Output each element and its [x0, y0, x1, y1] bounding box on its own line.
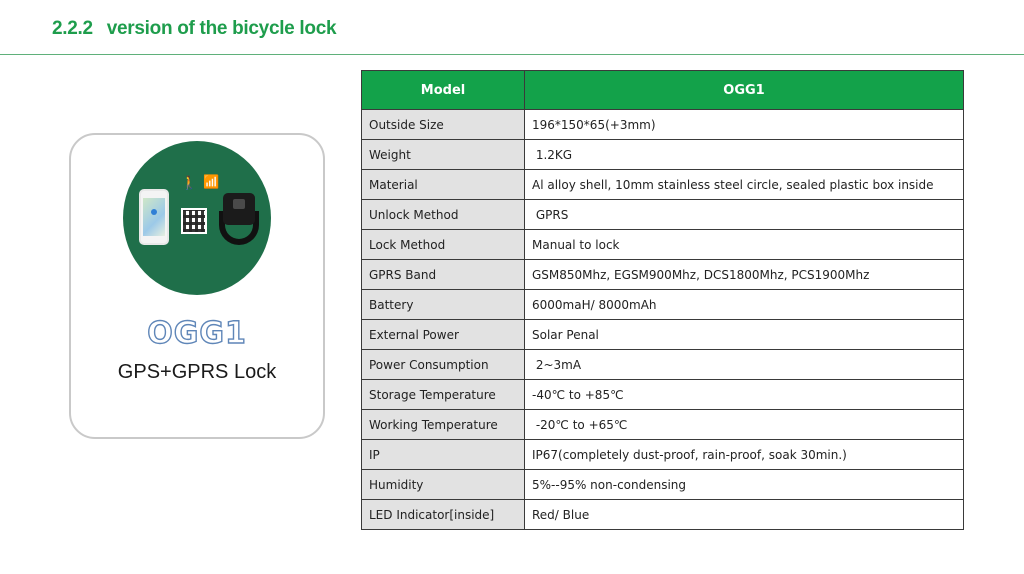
spec-label: LED Indicator[inside] — [362, 500, 525, 530]
table-row — [362, 320, 964, 350]
spec-label: Unlock Method — [362, 200, 525, 230]
spec-value: 5%--95% non-condensing — [525, 470, 964, 500]
title-divider — [0, 54, 1024, 55]
spec-label: Working Temperature — [362, 410, 525, 440]
spec-table-header-row — [362, 71, 964, 110]
product-image-circle — [123, 141, 271, 295]
header-model: Model — [362, 71, 525, 110]
phone-map-icon — [139, 189, 169, 245]
table-row — [362, 170, 964, 200]
spec-table — [361, 70, 964, 530]
spec-label: Humidity — [362, 470, 525, 500]
spec-value: Red/ Blue — [525, 500, 964, 530]
spec-label: Lock Method — [362, 230, 525, 260]
table-row — [362, 500, 964, 530]
section-number: 2.2.2 — [52, 18, 93, 39]
qr-code-icon — [181, 208, 207, 234]
spec-value: Solar Penal — [525, 320, 964, 350]
header-model-value: OGG1 — [525, 71, 964, 110]
spec-table-body — [362, 110, 964, 530]
product-model-name: OGG1 — [147, 316, 247, 351]
spec-value: Al alloy shell, 10mm stainless steel circle, sealed plastic box inside — [525, 170, 964, 200]
spec-label: IP — [362, 440, 525, 470]
table-row — [362, 440, 964, 470]
spec-value: GPRS — [525, 200, 964, 230]
table-row — [362, 230, 964, 260]
spec-value: 6000maH/ 8000mAh — [525, 290, 964, 320]
table-row — [362, 290, 964, 320]
spec-value: 196*150*65(+3mm) — [525, 110, 964, 140]
table-row — [362, 110, 964, 140]
spec-label: Power Consumption — [362, 350, 525, 380]
spec-value: 1.2KG — [525, 140, 964, 170]
table-row — [362, 200, 964, 230]
spec-value: Manual to lock — [525, 230, 964, 260]
page-title — [52, 18, 336, 40]
table-row — [362, 380, 964, 410]
table-row — [362, 260, 964, 290]
wifi-icon: 📶 — [203, 174, 220, 189]
spec-value: 2~3mA — [525, 350, 964, 380]
spec-label: Material — [362, 170, 525, 200]
spec-value: -40℃ to +85℃ — [525, 380, 964, 410]
spec-value: IP67(completely dust-proof, rain-proof, soak 30min.) — [525, 440, 964, 470]
person-icon: 🚶 — [181, 175, 198, 190]
spec-label: GPRS Band — [362, 260, 525, 290]
spec-value: -20℃ to +65℃ — [525, 410, 964, 440]
spec-label: Battery — [362, 290, 525, 320]
spec-label: Outside Size — [362, 110, 525, 140]
spec-label: Storage Temperature — [362, 380, 525, 410]
table-row — [362, 410, 964, 440]
table-row — [362, 350, 964, 380]
spec-value: GSM850Mhz, EGSM900Mhz, DCS1800Mhz, PCS1900Mhz — [525, 260, 964, 290]
bicycle-lock-icon — [219, 193, 259, 245]
table-row — [362, 470, 964, 500]
product-subtitle: GPS+GPRS Lock — [117, 361, 277, 383]
spec-label: Weight — [362, 140, 525, 170]
spec-label: External Power — [362, 320, 525, 350]
table-row — [362, 140, 964, 170]
section-title: version of the bicycle lock — [106, 18, 337, 39]
